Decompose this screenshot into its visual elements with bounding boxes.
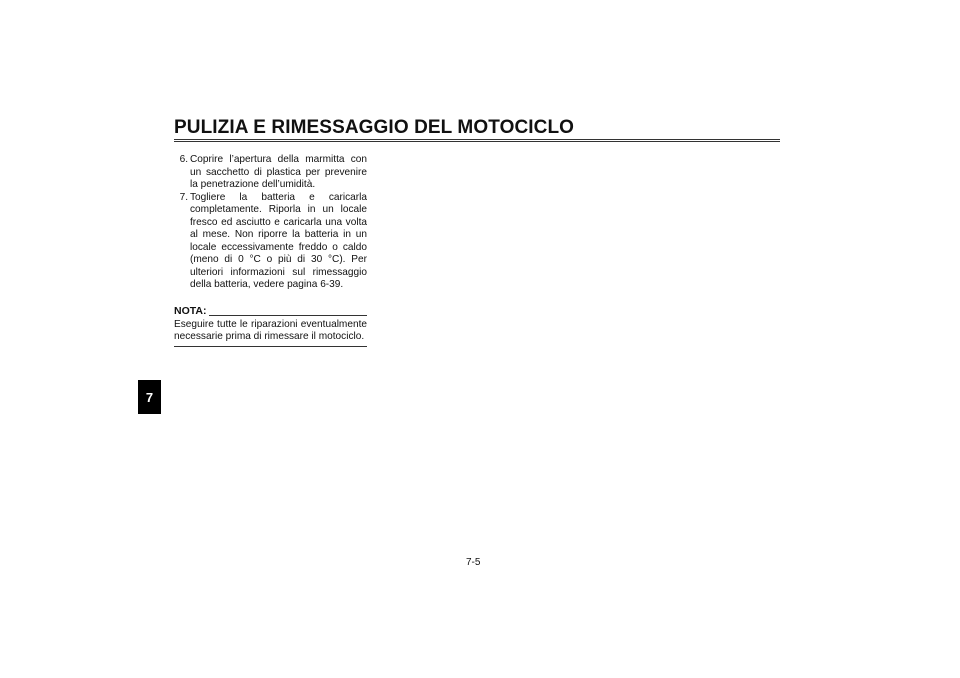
step-text: Coprire l’apertura della marmitta con un sacchetto di plastica per prevenire la penetrazione dell’umidità. bbox=[190, 154, 367, 190]
note-label: NOTA: bbox=[174, 305, 207, 317]
note-box bbox=[174, 305, 367, 347]
note-text: Eseguire tutte le riparazioni eventualmente necessarie prima di rimessare il motociclo. bbox=[174, 318, 367, 342]
chapter-tab: 7 bbox=[138, 380, 161, 414]
title-rule bbox=[174, 139, 780, 142]
page-number: 7-5 bbox=[466, 557, 481, 568]
page-title: PULIZIA E RIMESSAGGIO DEL MOTOCICLO bbox=[174, 117, 575, 138]
note-header-rule bbox=[209, 315, 367, 316]
step-number: 6. bbox=[179, 154, 188, 165]
steps-list bbox=[174, 154, 367, 292]
step-number: 7. bbox=[179, 191, 188, 203]
step-text: Togliere la batteria e caricarla completamente. Riporla in un locale fresco ed asciutto e caricarla una volta al mese. Non riporre la batteria in un locale eccessivamente freddo o caldo (meno di 0 °C o più di 30 °C). Per ulteriori informazioni sul rimessaggio della batteria, vedere pagina 6-39. bbox=[190, 191, 367, 290]
step-item bbox=[174, 154, 367, 192]
note-end-rule bbox=[174, 346, 367, 347]
step-item bbox=[174, 192, 367, 292]
note-header bbox=[174, 305, 367, 318]
